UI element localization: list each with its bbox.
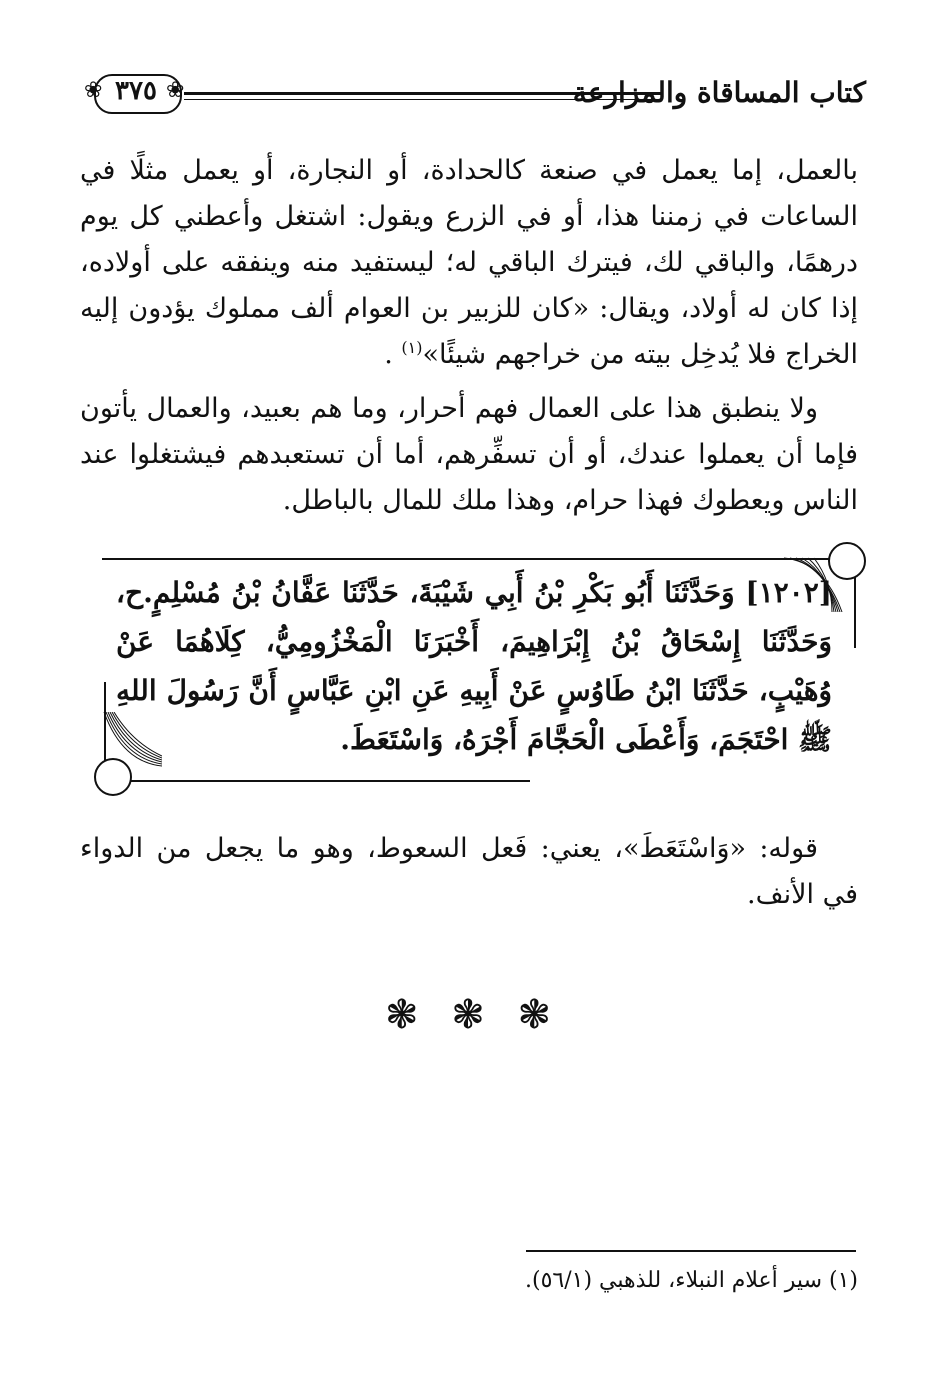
commentary-paragraph: قوله: «وَاسْتَعَطَ»، يعني: فَعل السعوط، وهو ما يجعل من الدواء في الأنف. [80,833,858,910]
ornament-left-icon: ❀ [84,78,103,103]
paragraph-1-text: بالعمل، إما يعمل في صنعة كالحدادة، أو النجارة، أو يعمل مثلًا في الساعات في زمننا هذا، أو في الزرع ويقول: اشتغل وأعطني كل يوم درهمًا، والباقي لك، فيترك الباقي له؛ ليستفيد منه وينفقه على أولاده، إذا كان له أولاد، ويقال: «كان للزبير بن العوام ألف مملوك يؤدون إليه الخراج فلا يُدخِل بيته من خراجهم شيئًا» [80,155,858,370]
page-header [84,66,866,126]
hadith-box [102,542,858,782]
footnote-rule [526,1250,856,1252]
paragraph-1 [80,148,858,378]
page-number: ٣٧٥ [115,76,157,106]
footnote: (١) سير أعلام النبلاء، للذهبي (٥٦/١). [525,1268,858,1293]
footnote-reference[interactable]: (١) [401,338,423,357]
paragraph-2: ولا ينطبق هذا على العمال فهم أحرار، وما هم بعبيد، والعمال يأتون فإما أن يعملوا عندك، أو أن تسفِّرهم، أما أن تستعبدهم فيشتغلوا عند الناس ويعطوك فهذا حرام، وهذا ملك للمال بالباطل. [80,393,858,516]
hadith-border-bottom [122,780,530,782]
page-number-badge [84,68,185,120]
corner-circle-top-right-icon [828,542,866,580]
book-title: كتاب المساقاة والمزارعة [572,76,866,109]
hadith-text: [١٢٠٢] وَحَدَّثَنَا أَبُو بَكْرِ بْنُ أَبِي شَيْبَةَ، حَدَّثَنَا عَفَّانُ بْنُ مُسْلِمٍ.ح، وَحَدَّثَنَا إِسْحَاقُ بْنُ إِبْرَاهِيمَ، أَخْبَرَنَا الْمَخْزُومِيُّ، كِلَاهُمَا عَنْ وُهَيْبٍ، حَدَّثَنَا ابْنُ طَاوُسٍ عَنْ أَبِيهِ عَنِ ابْنِ عَبَّاسٍ أَنَّ رَسُولَ اللهِ ﷺ احْتَجَمَ، وَأَعْطَى الْحَجَّامَ أَجْرَهُ، وَاسْتَعَطَ. [116,576,832,756]
paragraph-1-tail: . [384,339,393,370]
hadith-border-top [102,558,838,560]
ornament-right-icon: ❀ [166,78,185,103]
section-separator-icon: ❃ ❃ ❃ [385,992,561,1038]
